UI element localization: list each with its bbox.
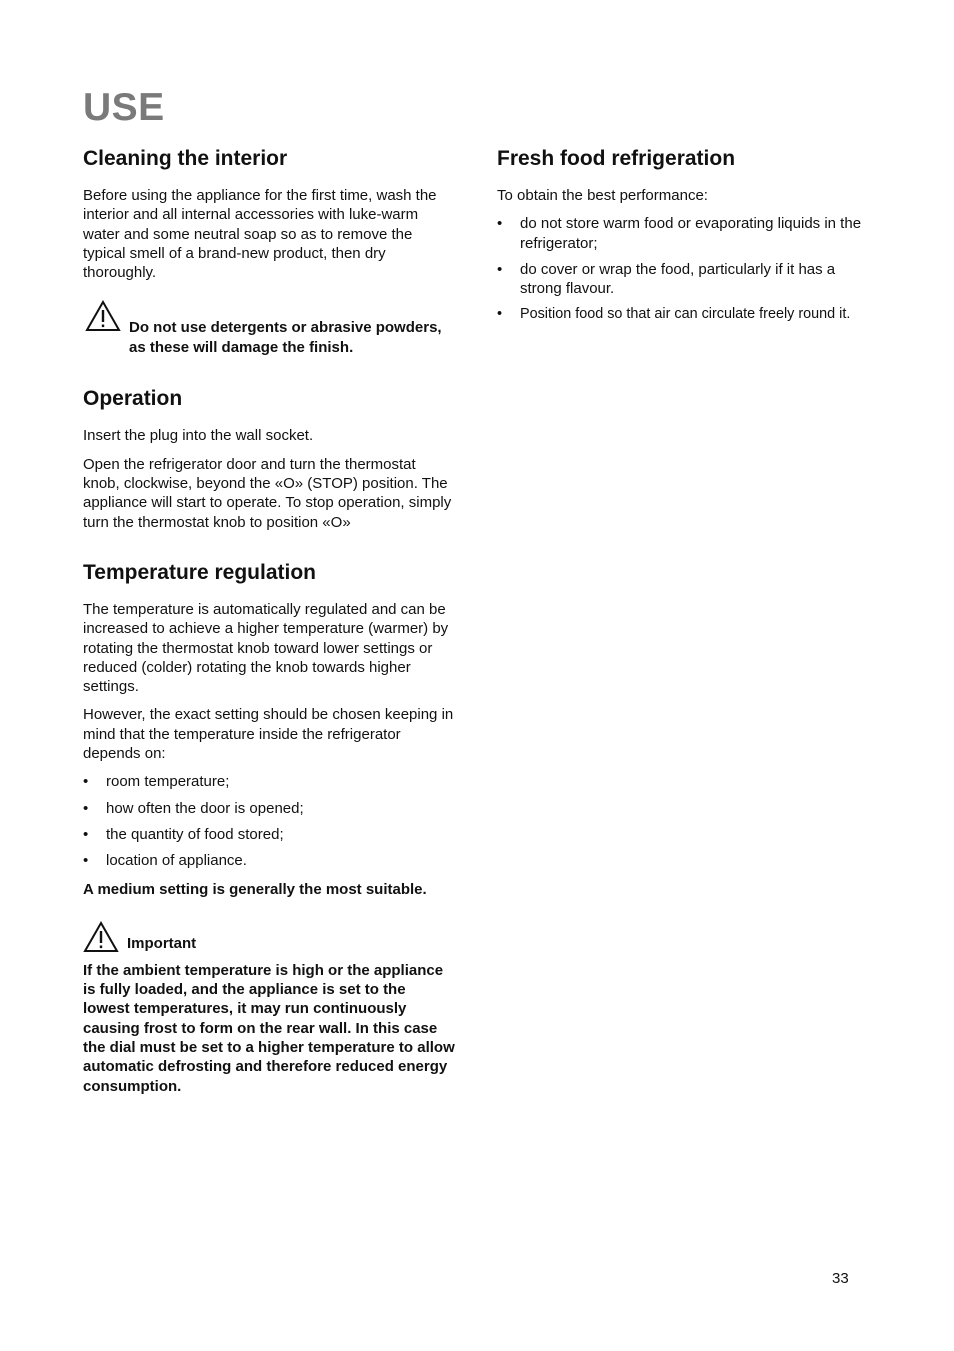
warning-triangle-icon [83,921,119,953]
heading-cleaning: Cleaning the interior [83,147,288,170]
important-header [83,921,455,953]
cleaning-warning [83,300,455,358]
fresh-intro: To obtain the best performance: [497,187,708,204]
temperature-factors-list [83,772,455,870]
list-item: • location of appliance. [83,851,455,870]
operation-p1: Insert the plug into the wall socket. [83,427,314,445]
list-item: • the quantity of food stored; [83,825,455,844]
heading-temperature: Temperature regulation [83,560,316,584]
page-number: 33 [832,1270,849,1287]
section-operation [83,386,455,531]
operation-p2: Open the refrigerator door and turn the thermostat knob, clockwise, beyond the «O» (STOP) position. The appliance will start to operate. To stop operation, simply turn the thermostat knob to position «O» [83,455,452,531]
heading-operation: Operation [83,387,183,411]
important-label: Important [127,934,197,952]
left-column [83,146,455,1124]
temperature-p1: The temperature is automatically regulated and can be increased to achieve a higher temperature (warmer) by rotating the thermostat knob toward lower settings or reduced (colder) rotating the knob towards higher settings. [83,600,449,696]
temperature-note: A medium setting is generally the most suitable. [83,880,427,898]
page-title: USE [83,86,165,129]
list-item: • Position food so that air can circulate freely round it. [497,305,877,324]
section-fresh-food [497,146,877,325]
important-text: If the ambient temperature is high or the appliance is fully loaded, and the appliance is set to the lowest temperatures, it may run continuously causing frost to form on the rear wall. In this case the dial must be set to a higher temperature to allow automatic defrosting and therefore reduced energy consumption. [83,961,455,1095]
right-column [497,146,877,353]
list-item: • do cover or wrap the food, particularly if it has a strong flavour. [497,260,877,299]
heading-fresh-food: Fresh food refrigeration [497,147,736,170]
warning-triangle-icon [85,300,121,332]
section-temperature [83,560,455,1096]
fresh-food-list [497,214,877,324]
cleaning-warning-text: Do not use detergents or abrasive powders, as these will damage the finish. [129,319,442,357]
list-item: • room temperature; [83,772,455,791]
section-cleaning [83,146,455,358]
temperature-p2: However, the exact setting should be chosen keeping in mind that the temperature inside the refrigerator depends on: [83,706,454,763]
list-item: • how often the door is opened; [83,799,455,818]
list-item: • do not store warm food or evaporating liquids in the refrigerator; [497,214,877,253]
cleaning-body: Before using the appliance for the first time, wash the interior and all internal accessories with luke-warm water and some neutral soap so as to remove the typical smell of a brand-new product, then dry thoroughly. [83,187,437,282]
